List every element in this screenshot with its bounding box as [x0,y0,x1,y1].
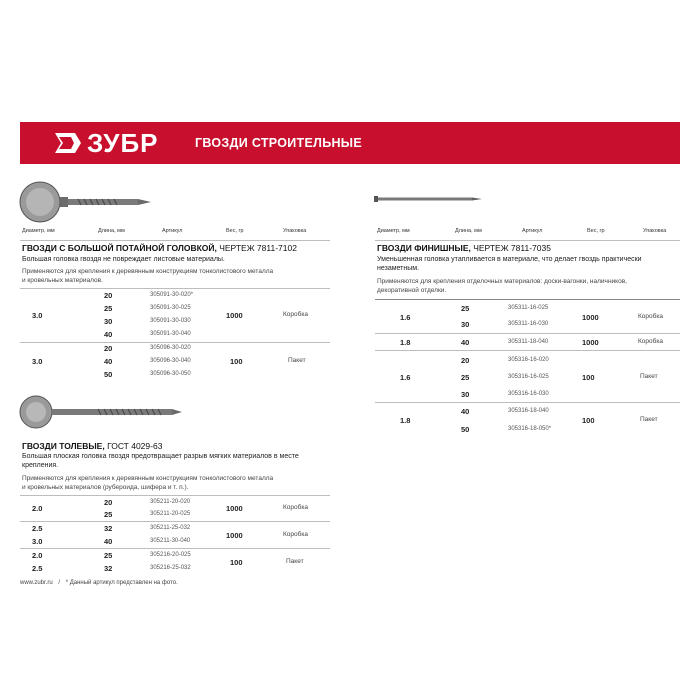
section-title: ГВОЗДИ ТОЛЕВЫЕ, ГОСТ 4029-63 [22,441,163,451]
pack-value: Пакет [288,357,306,364]
divider [20,342,330,343]
length-value: 25 [461,373,470,382]
diameter-value: 1.8 [400,338,411,347]
site-link[interactable]: www.zubr.ru [20,580,53,586]
article-value: 305211-20-025 [150,511,191,517]
page-title: ГВОЗДИ СТРОИТЕЛЬНЫЕ [195,136,362,150]
article-value: 305216-25-032 [150,565,191,571]
pack-value: Пакет [286,558,304,565]
length-value: 40 [461,338,470,347]
article-value: 305316-18-050* [508,426,552,432]
pack-value: Коробка [283,531,308,538]
divider [375,350,680,351]
length-value: 20 [104,344,113,353]
diameter-value: 1.8 [400,416,411,425]
divider [375,240,680,241]
finish-nail-image [372,193,484,205]
diameter-value: 1.6 [400,313,411,322]
divider [20,521,330,522]
divider [375,402,680,403]
weight-value: 100 [230,357,243,366]
divider [20,240,330,241]
article-value: 305091-30-020* [150,292,194,298]
article-value: 305311-16-025 [508,305,549,311]
weight-value: 1000 [226,504,243,513]
col-header-article: Артикул [522,228,543,234]
length-value: 40 [104,330,113,339]
weight-value: 100 [230,558,243,567]
section-usage: Применяются для крепления отделочных материалов: доски-вагонки, наличников, декоративной отделки. [377,278,627,294]
article-value: 305096-30-050 [150,371,191,377]
article-value: 305311-18-040 [508,339,549,345]
col-header-pack: Упаковка [283,228,307,234]
col-header-length: Длина, мм [455,228,482,234]
section-description: Уменьшенная головка утапливается в материале, что делает гвоздь практически незаметным. [377,256,642,272]
section-description: Большая головка гвоздя не повреждает листовые материалы. [22,256,225,263]
weight-value: 100 [582,416,595,425]
length-value: 25 [104,510,113,519]
weight-value: 1000 [582,313,599,322]
article-value: 305316-16-020 [508,357,549,363]
divider [20,288,330,289]
length-value: 30 [104,317,113,326]
length-value: 32 [104,524,113,533]
diameter-value: 3.0 [32,537,43,546]
col-header-weight: Вес, гр [587,228,605,234]
col-header-pack: Упаковка [643,228,667,234]
footer-note: * Данный артикул представлен на фото. [65,580,178,586]
divider [20,495,330,496]
length-value: 20 [461,356,470,365]
pack-value: Коробка [283,311,308,318]
col-header-length: Длина, мм [98,228,125,234]
article-value: 305211-30-040 [150,538,191,544]
pack-value: Коробка [283,504,308,511]
article-value: 305091-30-025 [150,305,191,311]
diameter-value: 2.5 [32,564,43,573]
length-value: 25 [461,304,470,313]
col-header-diameter: Диаметр, мм [22,228,55,234]
diameter-value: 2.5 [32,524,43,533]
diameter-value: 2.0 [32,551,43,560]
article-value: 305096-30-040 [150,358,191,364]
section-description: Большая плоская головка гвоздя предотвращает разрыв мягких материалов в месте крепления. [22,453,299,469]
article-value: 305316-18-040 [508,408,549,414]
article-value: 305316-16-025 [508,374,549,380]
article-value: 305216-20-025 [150,552,191,558]
length-value: 40 [104,537,113,546]
section-usage: Применяются для крепления к деревянным конструкциям тонколистового металла и кровельных материалов (рубероида, шифера и т. п.). [22,475,274,491]
length-value: 40 [104,357,113,366]
diameter-value: 2.0 [32,504,43,513]
weight-value: 1000 [226,311,243,320]
article-value: 305316-16-030 [508,391,549,397]
length-value: 32 [104,564,113,573]
length-value: 25 [104,551,113,560]
length-value: 30 [461,390,470,399]
pack-value: Коробка [638,338,663,345]
pack-value: Пакет [640,373,658,380]
diameter-value: 3.0 [32,357,43,366]
col-header-article: Артикул [162,228,183,234]
section-title: ГВОЗДИ ФИНИШНЫЕ, ЧЕРТЕЖ 7811-7035 [377,243,551,253]
length-value: 50 [461,425,470,434]
article-value: 305091-30-040 [150,331,191,337]
divider [375,299,680,300]
diameter-value: 3.0 [32,311,43,320]
logo-text: ЗУБР [87,128,159,158]
pack-value: Пакет [640,416,658,423]
article-value: 305311-16-030 [508,321,549,327]
footer-separator: / [58,580,61,586]
bison-logo-icon [53,131,83,155]
article-value: 305091-30-030 [150,318,191,324]
footer [20,580,178,586]
roofing-nail-image [18,394,183,430]
pack-value: Коробка [638,313,663,320]
article-value: 305211-25-032 [150,525,191,531]
col-header-weight: Вес, гр [226,228,244,234]
length-value: 20 [104,498,113,507]
length-value: 20 [104,291,113,300]
divider [20,548,330,549]
length-value: 30 [461,320,470,329]
divider [375,333,680,334]
length-value: 50 [104,370,113,379]
section-title: ГВОЗДИ С БОЛЬШОЙ ПОТАЙНОЙ ГОЛОВКОЙ, ЧЕРТЕЖ 7811-7102 [22,243,297,253]
length-value: 25 [104,304,113,313]
weight-value: 100 [582,373,595,382]
length-value: 40 [461,407,470,416]
col-header-diameter: Диаметр, мм [377,228,410,234]
weight-value: 1000 [582,338,599,347]
section-usage: Применяются для крепления к деревянным конструкциям тонколистового металла и кровельных материалов. [22,268,274,284]
article-value: 305096-30-020 [150,345,191,351]
weight-value: 1000 [226,531,243,540]
article-value: 305211-20-020 [150,499,191,505]
diameter-value: 1.6 [400,373,411,382]
header-banner [20,122,680,164]
brand-logo [53,130,159,156]
countersunk-nail-image [18,180,153,224]
